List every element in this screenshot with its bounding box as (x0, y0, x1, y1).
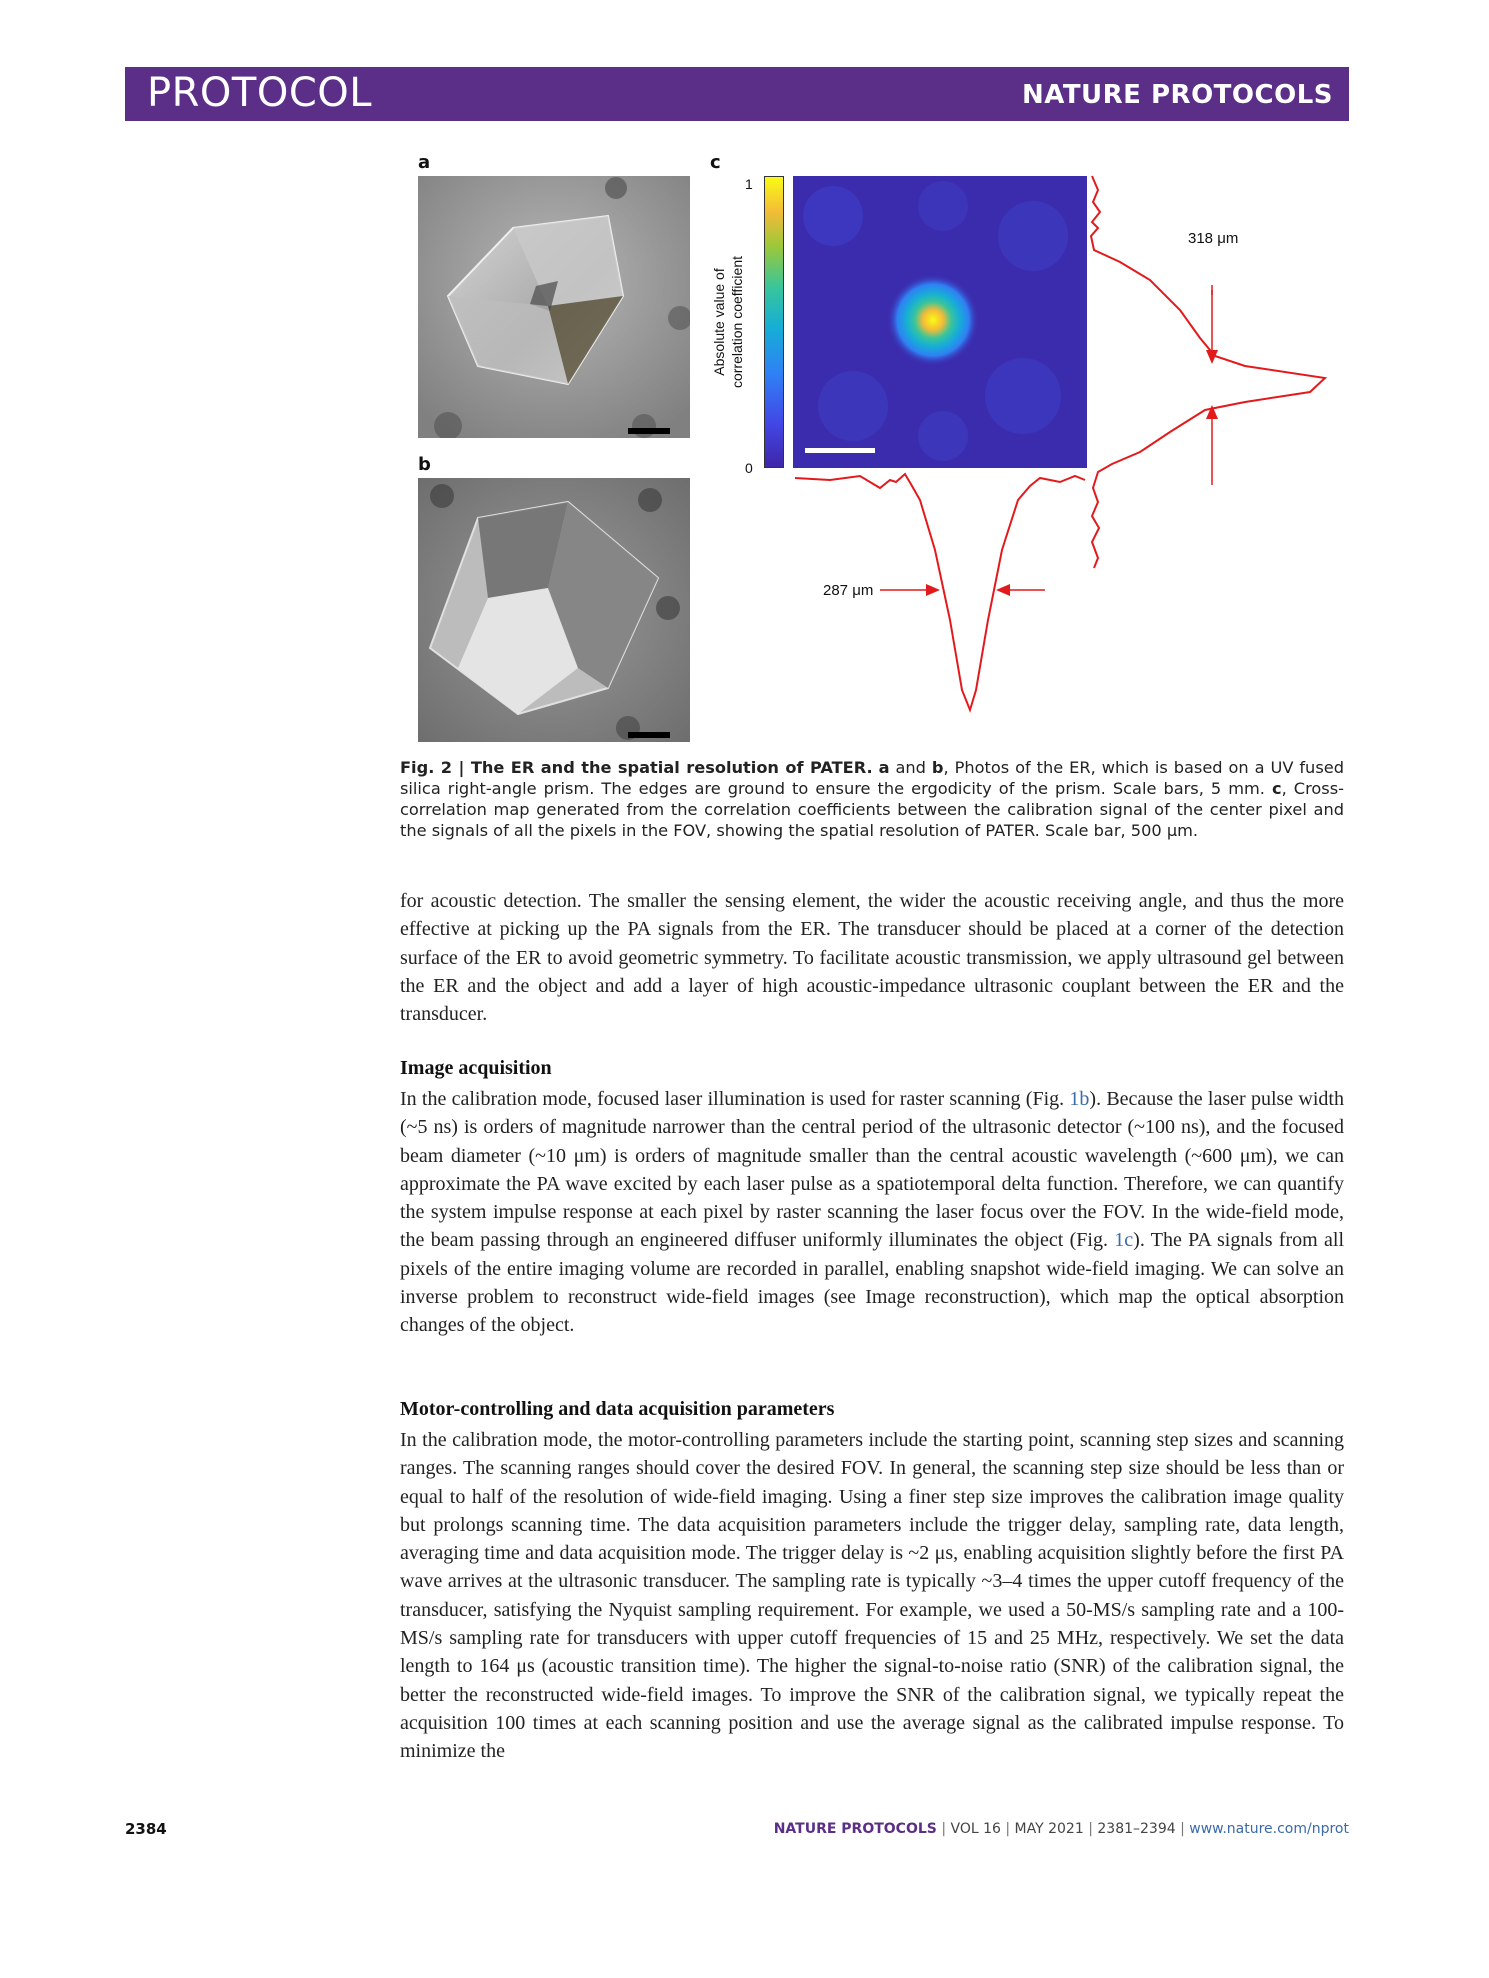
caption-panel-a: a (878, 758, 890, 777)
footer-separator: | (1083, 1821, 1098, 1837)
page-number: 2384 (125, 1820, 167, 1838)
prism-photo-a (418, 176, 690, 438)
heading-motor-controlling: Motor-controlling and data acquisition parameters (400, 1398, 835, 1420)
body-paragraph-2 (400, 1085, 1344, 1340)
caption-fig-label: Fig. 2 | The ER and the spatial resolution of PATER. (400, 758, 873, 777)
vertical-fwhm-label: 318 μm (1188, 230, 1239, 247)
footer-journal: NATURE PROTOCOLS (773, 1821, 937, 1837)
section-label: PROTOCOL (147, 70, 373, 116)
colorbar-title-line1: Absolute value of (711, 268, 727, 376)
para2-text-c: ). The PA signals from all pixels of the entire imaging volume are recorded in parallel, enabling snapshot wide-field imaging. We can solve an inverse problem to reconstruct wide-field images (see Image reconstruction), which map the optical absorption changes of the object. (400, 1229, 1344, 1337)
header-bar (125, 67, 1349, 121)
caption-part1: , Photos of the ER, which is based on a UV fused silica right-angle prism. The edges are ground to ensure the ergodicity of the prism. Scale bars, 5 mm. (400, 758, 1344, 798)
caption-part2: , Cross-correlation map generated from the correlation coefficients between the calibration signal of the center pixel and the signals of all the pixels in the FOV, showing the spatial resolution of PATER. Scale bar, 500 μm. (400, 779, 1344, 840)
panel-label-c: c (710, 152, 721, 173)
body-paragraph-3: In the calibration mode, the motor-controlling parameters include the starting point, scanning step sizes and scanning ranges. The scanning ranges should cover the desired FOV. In general, the scanning step size should be less than or equal to half of the resolution of wide-field imaging. Using a finer step size improves the calibration image quality but prolongs scanning time. The data acquisition parameters include the trigger delay, sampling rate, data length, averaging time and data acquisition mode. The trigger delay is ~2 μs, enabling acquisition slightly before the first PA wave arrives at the ultrasonic transducer. The sampling rate is typically ~3–4 times the upper cutoff frequency of the transducer, satisfying the Nyquist sampling requirement. For example, we used a 50-MS/s sampling rate and a 100-MS/s sampling rate for transducers with upper cutoff frequencies of 15 and 25 MHz, respectively. We set the data length to 164 μs (acoustic transition time). The higher the signal-to-noise ratio (SNR) of the calibration signal, the better the reconstructed wide-field images. To improve the SNR of the calibration signal, we typically repeat the acquisition 100 times at each scanning position and use the average signal as the calibrated impulse response. To minimize the (400, 1429, 1344, 1763)
prism-photo-b-drawing (418, 478, 690, 742)
horizontal-fwhm-label: 287 μm (823, 582, 874, 599)
scale-bar-a (628, 428, 670, 434)
para2-text-a: In the calibration mode, focused laser illumination is used for raster scanning (Fig. (400, 1088, 1070, 1110)
footer-url[interactable]: www.nature.com/nprot (1189, 1821, 1349, 1837)
caption-and: and (889, 758, 932, 777)
horizontal-arrow-left-head (926, 584, 940, 596)
footer-separator: | (936, 1821, 951, 1837)
fig-1c-link[interactable]: 1c (1114, 1229, 1134, 1252)
heading-image-acquisition: Image acquisition (400, 1057, 552, 1079)
para2-text-b: ). Because the laser pulse width (~5 ns) is orders of magnitude narrower than the central period of the ultrasonic detector (~100 ns), and the focused beam diameter (~10 μm) is orders of magnitude smaller than the central acoustic wavelength (~600 μm), we can approximate the PA wave excited by each laser pulse as a spatiotemporal delta function. Therefore, we can quantify the system impulse response at each pixel by raster scanning the laser focus over the FOV. In the wide-field mode, the beam passing through an engineered diffuser uniformly illuminates the object (Fig. (400, 1088, 1344, 1252)
footer-separator: | (1175, 1821, 1190, 1837)
colorbar-title-line2: correlation coefficient (729, 255, 745, 389)
fig-1b-link[interactable]: 1b (1069, 1088, 1090, 1110)
caption-panel-b: b (931, 758, 944, 777)
body-paragraph-1: for acoustic detection. The smaller the sensing element, the wider the acoustic receiving angle, and thus the more effective at picking up the PA signals from the ER. The transducer should be placed at a corner of the detection surface of the ER to avoid geometric symmetry. To facilitate acoustic transmission, we apply ultrasound gel between the ER and the object and add a layer of high acoustic-impedance ultrasonic couplant between the ER and the transducer. (400, 890, 1344, 1026)
prism-photo-b (418, 478, 690, 742)
colorbar-min-label: 0 (745, 460, 753, 476)
figure-caption (400, 757, 1344, 841)
footer-citation (774, 1821, 1349, 1837)
footer-volume: VOL 16 (950, 1821, 1001, 1837)
scale-bar-b (628, 732, 670, 738)
colorbar-max-label: 1 (745, 176, 753, 192)
footer-pages: 2381–2394 (1097, 1821, 1176, 1837)
caption-panel-c: c (1271, 779, 1282, 798)
panel-label-a: a (418, 152, 431, 173)
journal-title: NATURE PROTOCOLS (1021, 80, 1333, 110)
panel-label-b: b (418, 454, 431, 475)
horizontal-arrow-right-head (996, 584, 1010, 596)
footer-date: MAY 2021 (1014, 1821, 1084, 1837)
profile-plots (700, 170, 1350, 730)
prism-photo-a-drawing (418, 176, 690, 438)
footer-separator: | (1000, 1821, 1015, 1837)
